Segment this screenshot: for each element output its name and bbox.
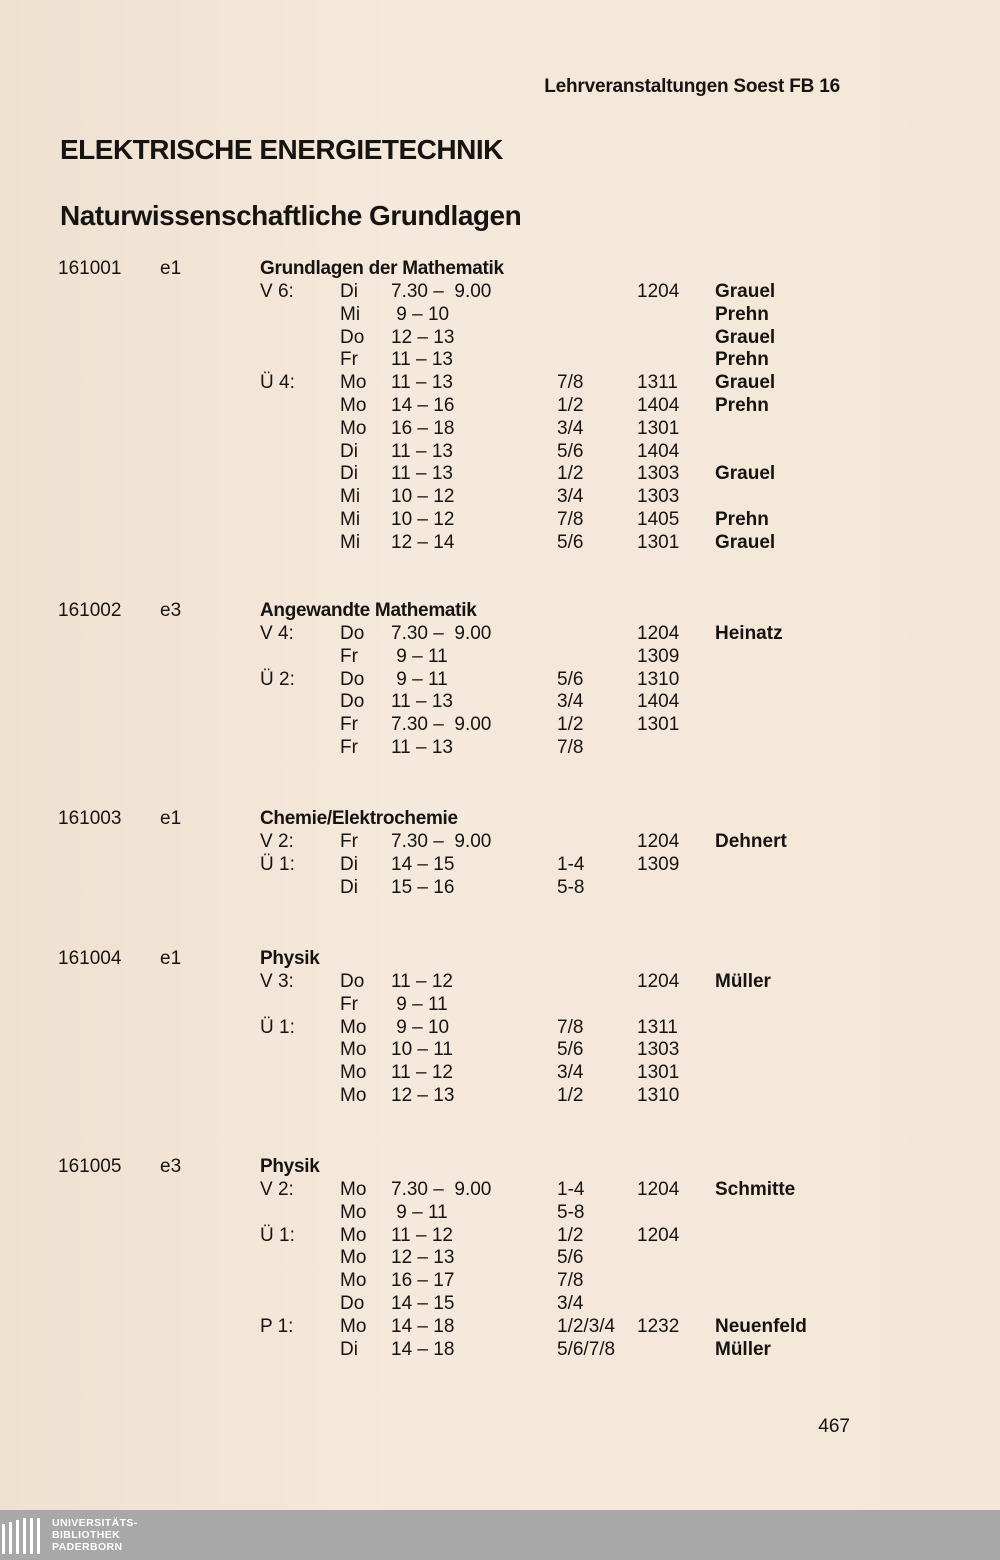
lecturer: Grauel: [715, 281, 776, 302]
group: 1/2: [557, 714, 584, 736]
time-slot: 11 – 13: [391, 349, 453, 371]
session-kind: V 4:: [260, 623, 294, 644]
time-slot: 14 – 15: [391, 853, 455, 875]
course-number: 161001: [58, 258, 122, 279]
schedule-row: [0, 1270, 1000, 1292]
schedule-row: [0, 1316, 1000, 1338]
group: 5/6: [557, 440, 584, 462]
schedule-row: [0, 669, 1000, 691]
group: 5/6: [557, 1039, 584, 1061]
weekday: Mo: [340, 372, 367, 394]
schedule-row: [0, 714, 1000, 736]
schedule-row: [0, 532, 1000, 554]
time-slot: 10 – 12: [391, 509, 455, 530]
schedule-row: [0, 1039, 1000, 1061]
weekday: Di: [340, 1338, 358, 1360]
room: 1301: [637, 531, 680, 553]
schedule-row: [0, 877, 1000, 899]
weekday: Di: [340, 876, 358, 898]
time-slot: 14 – 15: [391, 1293, 455, 1314]
weekday: Mo: [340, 1247, 367, 1269]
time-slot: 9 – 10: [391, 303, 450, 325]
schedule-row: [0, 691, 1000, 713]
schedule-row: [0, 1085, 1000, 1107]
weekday: Do: [340, 691, 365, 713]
group: 1/2/3/4: [557, 1315, 616, 1337]
room: 1232: [637, 1315, 680, 1337]
session-kind: Ü 1:: [260, 853, 295, 875]
schedule-row: [0, 418, 1000, 440]
room: 1310: [637, 1085, 680, 1106]
library-name: UNIVERSITÄTS- BIBLIOTHEK PADERBORN: [52, 1517, 138, 1553]
lecturer: Müller: [715, 1338, 771, 1360]
room: 1204: [637, 831, 680, 852]
schedule-row: [0, 349, 1000, 371]
library-footer: [0, 1510, 1000, 1560]
lecturer: Prehn: [715, 349, 769, 371]
schedule-row: [0, 1225, 1000, 1247]
course-title: Chemie/Elektrochemie: [260, 808, 458, 829]
time-slot: 7.30 – 9.00: [391, 623, 492, 644]
course-type: e3: [160, 600, 182, 621]
weekday: Di: [340, 440, 358, 462]
lecturer: Müller: [715, 971, 771, 992]
room: 1204: [637, 1179, 680, 1200]
time-slot: 16 – 17: [391, 1270, 455, 1292]
group: 1/2: [557, 1224, 584, 1246]
weekday: Do: [340, 971, 365, 992]
weekday: Di: [340, 463, 358, 485]
schedule-row: [0, 486, 1000, 508]
schedule-row: [0, 854, 1000, 876]
time-slot: 11 – 13: [391, 691, 453, 713]
session-kind: P 1:: [260, 1315, 294, 1337]
session-kind: Ü 1:: [260, 1224, 295, 1246]
schedule-row: [0, 281, 1000, 303]
time-slot: 11 – 13: [391, 463, 453, 485]
room: 1404: [637, 395, 680, 416]
room: 1204: [637, 971, 680, 992]
schedule-row: [0, 395, 1000, 417]
group: 1-4: [557, 1179, 585, 1200]
group: 7/8: [557, 1270, 584, 1292]
schedule-row: [0, 831, 1000, 853]
lecturer: Grauel: [715, 463, 776, 485]
weekday: Mo: [340, 417, 367, 439]
group: 5/6: [557, 531, 584, 553]
lecturer: Grauel: [715, 531, 776, 553]
lecturer: Prehn: [715, 509, 769, 530]
weekday: Fr: [340, 645, 358, 667]
weekday: Mo: [340, 1270, 367, 1292]
time-slot: 12 – 13: [391, 326, 455, 348]
course-type: e3: [160, 1156, 182, 1177]
schedule-row: [0, 509, 1000, 531]
group: 5-8: [557, 876, 585, 898]
time-slot: 12 – 13: [391, 1085, 455, 1106]
room: 1404: [637, 691, 680, 713]
time-slot: 7.30 – 9.00: [391, 1179, 492, 1200]
time-slot: 9 – 11: [391, 645, 448, 667]
room: 1303: [637, 1039, 680, 1061]
lecturer: Neuenfeld: [715, 1315, 807, 1337]
course-number: 161005: [58, 1156, 122, 1177]
time-slot: 10 – 12: [391, 486, 455, 508]
session-kind: V 6:: [260, 281, 294, 302]
room: 1405: [637, 509, 680, 530]
lecturer: Heinatz: [715, 623, 783, 644]
room: 1311: [637, 1016, 678, 1038]
schedule-row: [0, 327, 1000, 349]
weekday: Mo: [340, 395, 367, 416]
weekday: Mo: [340, 1085, 367, 1106]
weekday: Do: [340, 623, 365, 644]
time-slot: 12 – 13: [391, 1247, 455, 1269]
weekday: Mo: [340, 1315, 367, 1337]
section-title: ELEKTRISCHE ENERGIETECHNIK: [60, 134, 503, 165]
library-logo-icon: [2, 1518, 46, 1554]
time-slot: 14 – 18: [391, 1315, 455, 1337]
room: 1301: [637, 417, 680, 439]
weekday: Fr: [340, 831, 358, 852]
weekday: Do: [340, 1293, 365, 1314]
weekday: Mo: [340, 1016, 367, 1038]
group: 1/2: [557, 1085, 584, 1106]
lecturer: Grauel: [715, 372, 776, 394]
time-slot: 7.30 – 9.00: [391, 831, 492, 852]
weekday: Mo: [340, 1179, 367, 1200]
weekday: Mo: [340, 1201, 367, 1223]
weekday: Di: [340, 853, 358, 875]
course-number: 161004: [58, 948, 122, 969]
group: 3/4: [557, 417, 584, 439]
group: 1/2: [557, 395, 584, 416]
session-kind: Ü 2:: [260, 668, 295, 690]
schedule-row: [0, 463, 1000, 485]
weekday: Do: [340, 668, 365, 690]
time-slot: 14 – 16: [391, 395, 455, 416]
room: 1301: [637, 714, 680, 736]
course-title: Physik: [260, 948, 320, 969]
weekday: Mi: [340, 531, 361, 553]
schedule-row: [0, 1017, 1000, 1039]
group: 3/4: [557, 691, 584, 713]
group: 7/8: [557, 372, 584, 394]
weekday: Mo: [340, 1039, 367, 1061]
course-type: e1: [160, 948, 182, 969]
time-slot: 16 – 18: [391, 417, 455, 439]
schedule-row: [0, 1202, 1000, 1224]
room: 1310: [637, 668, 680, 690]
room: 1311: [637, 372, 678, 394]
group: 5/6/7/8: [557, 1338, 616, 1360]
weekday: Fr: [340, 993, 358, 1015]
session-kind: V 2:: [260, 831, 294, 852]
course-title: Angewandte Mathematik: [260, 600, 477, 621]
weekday: Mi: [340, 486, 361, 508]
schedule-row: [0, 1293, 1000, 1315]
lecturer: Prehn: [715, 395, 769, 416]
room: 1309: [637, 645, 680, 667]
weekday: Fr: [340, 737, 358, 758]
group: 3/4: [557, 1062, 584, 1084]
time-slot: 7.30 – 9.00: [391, 714, 492, 736]
page-number: 467: [818, 1416, 850, 1437]
schedule-row: [0, 372, 1000, 394]
group: 3/4: [557, 1293, 584, 1314]
course-type: e1: [160, 258, 182, 279]
weekday: Mo: [340, 1224, 367, 1246]
group: 1-4: [557, 853, 585, 875]
weekday: Mo: [340, 1062, 367, 1084]
time-slot: 14 – 18: [391, 1338, 455, 1360]
lecturer: Dehnert: [715, 831, 787, 852]
weekday: Fr: [340, 349, 358, 371]
time-slot: 9 – 11: [391, 1201, 448, 1223]
course-type: e1: [160, 808, 182, 829]
schedule-row: [0, 623, 1000, 645]
course-title: Physik: [260, 1156, 320, 1177]
schedule-row: [0, 304, 1000, 326]
time-slot: 11 – 13: [391, 440, 453, 462]
time-slot: 10 – 11: [391, 1039, 453, 1061]
schedule-row: [0, 1339, 1000, 1361]
schedule-row: [0, 1062, 1000, 1084]
weekday: Mi: [340, 303, 361, 325]
time-slot: 11 – 13: [391, 737, 453, 758]
room: 1309: [637, 853, 680, 875]
time-slot: 12 – 14: [391, 531, 455, 553]
room: 1204: [637, 623, 680, 644]
schedule-row: [0, 994, 1000, 1016]
room: 1204: [637, 281, 680, 302]
course-number: 161003: [58, 808, 122, 829]
time-slot: 11 – 12: [391, 1062, 453, 1084]
time-slot: 9 – 11: [391, 668, 448, 690]
schedule-row: [0, 737, 1000, 759]
time-slot: 9 – 10: [391, 1016, 450, 1038]
weekday: Do: [340, 326, 365, 348]
group: 5/6: [557, 668, 584, 690]
schedule-row: [0, 1247, 1000, 1269]
time-slot: 7.30 – 9.00: [391, 281, 492, 302]
group: 7/8: [557, 737, 584, 758]
session-kind: V 2:: [260, 1179, 294, 1200]
group: 7/8: [557, 1016, 584, 1038]
time-slot: 11 – 13: [391, 372, 453, 394]
group: 3/4: [557, 486, 584, 508]
lecturer: Prehn: [715, 303, 769, 325]
session-kind: Ü 1:: [260, 1016, 295, 1038]
room: 1303: [637, 486, 680, 508]
room: 1204: [637, 1224, 680, 1246]
schedule-row: [0, 646, 1000, 668]
schedule-row: [0, 1179, 1000, 1201]
schedule-row: [0, 441, 1000, 463]
weekday: Di: [340, 281, 358, 302]
lecturer: Grauel: [715, 326, 776, 348]
weekday: Fr: [340, 714, 358, 736]
course-number: 161002: [58, 600, 122, 621]
session-kind: V 3:: [260, 971, 294, 992]
group: 5/6: [557, 1247, 584, 1269]
running-header: Lehrveranstaltungen Soest FB 16: [544, 76, 840, 97]
section-subtitle: Naturwissenschaftliche Grundlagen: [60, 200, 522, 231]
room: 1404: [637, 440, 680, 462]
group: 1/2: [557, 463, 584, 485]
time-slot: 15 – 16: [391, 876, 455, 898]
time-slot: 11 – 12: [391, 1224, 453, 1246]
weekday: Mi: [340, 509, 361, 530]
session-kind: Ü 4:: [260, 372, 295, 394]
room: 1301: [637, 1062, 680, 1084]
group: 5-8: [557, 1201, 585, 1223]
lecturer: Schmitte: [715, 1179, 796, 1200]
room: 1303: [637, 463, 680, 485]
time-slot: 11 – 12: [391, 971, 453, 992]
group: 7/8: [557, 509, 584, 530]
schedule-row: [0, 971, 1000, 993]
course-title: Grundlagen der Mathematik: [260, 258, 504, 279]
time-slot: 9 – 11: [391, 993, 448, 1015]
